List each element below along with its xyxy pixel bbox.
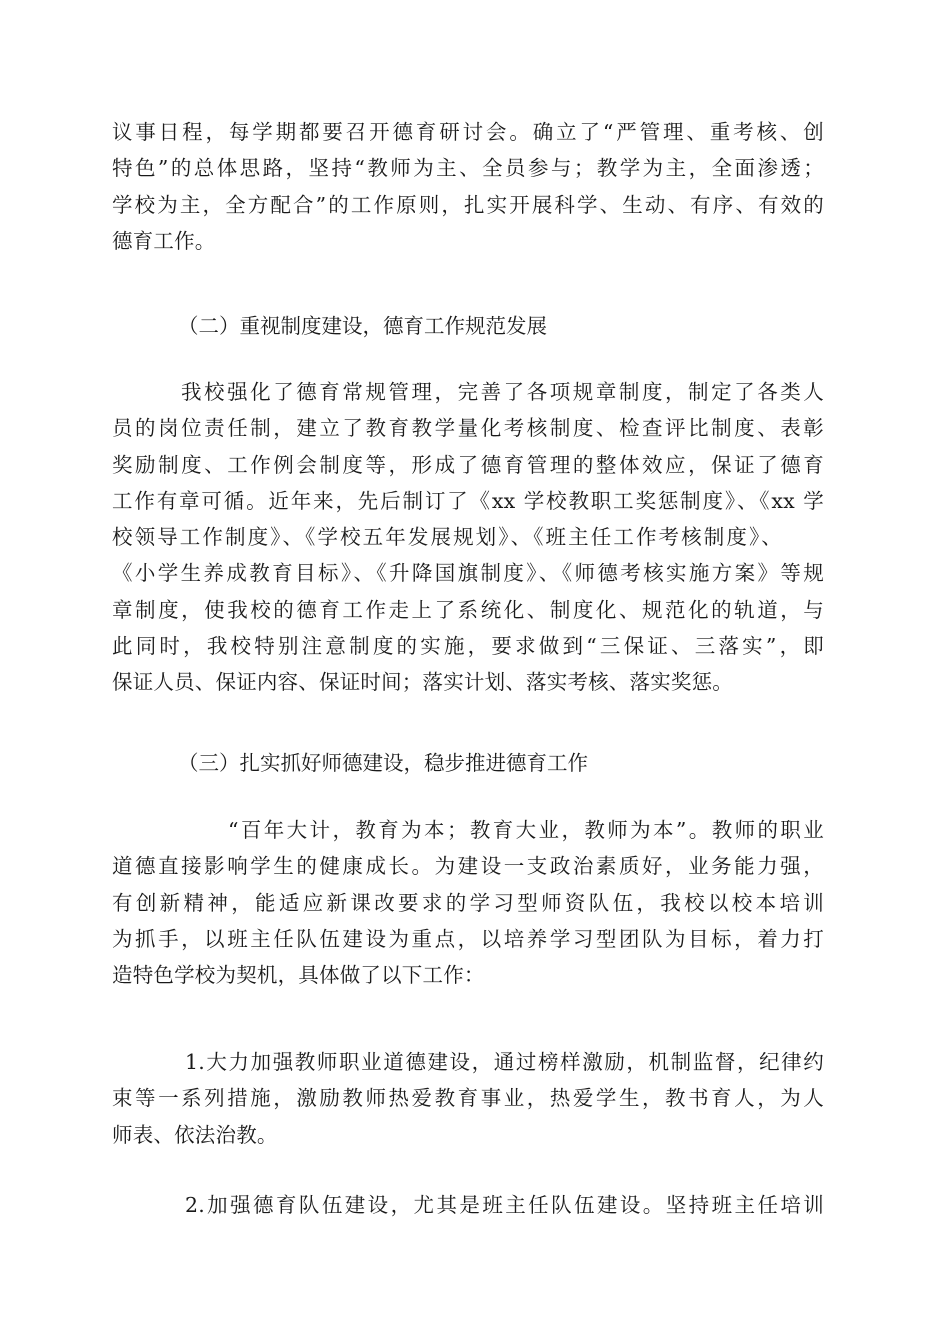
paragraph-4-line: 1.大力加强教师职业道德建设，通过榜样激励，机制监督，纪律约 [185,1050,824,1074]
paragraph-5-line: 2.加强德育队伍建设，尤其是班主任队伍建设。坚持班主任培训 [185,1193,824,1217]
paragraph-3-line: 造特色学校为契机，具体做了以下工作： [112,963,485,988]
paragraph-4-line: 束等一系列措施，激励教师热爱教育事业，热爱学生，教书育人，为人 [112,1086,824,1111]
paragraph-1-line: 学校为主，全方配合”的工作原则，扎实开展科学、生动、有序、有效的 [112,192,824,217]
section-heading-2: （二）重视制度建设，德育工作规范发展 [178,314,547,338]
paragraph-2 [112,374,824,701]
paragraph-3-line: 道德直接影响学生的健康成长。为建设一支政治素质好，业务能力强， [112,854,824,879]
paragraph-2-line: 我校强化了德育常规管理，完善了各项规章制度，制定了各类人 [181,380,824,404]
paragraph-3 [112,812,824,993]
paragraph-2-line: 保证人员、保证内容、保证时间；落实计划、落实考核、落实奖惩。 [112,670,733,695]
paragraph-1-line: 特色”的总体思路，坚持“教师为主、全员参与；教学为主，全面渗透； [112,156,824,181]
paragraph-2-line: 此同时，我校特别注意制度的实施，要求做到“三保证、三落实”，即 [112,634,824,659]
paragraph-5 [112,1187,824,1223]
section-heading-3: （三）扎实抓好师德建设，稳步推进德育工作 [178,751,588,775]
paragraph-1-line: 德育工作。 [112,228,216,253]
paragraph-2-line: 奖励制度、工作例会制度等，形成了德育管理的整体效应，保证了德育 [112,452,824,477]
paragraph-4 [112,1044,824,1153]
paragraph-2-line: 《小学生养成教育目标》、《升降国旗制度》、《师德考核实施方案》等规 [112,561,824,586]
paragraph-3-line: 有创新精神，能适应新课改要求的学习型师资队伍，我校以校本培训 [112,890,824,915]
paragraph-3-line: “百年大计，教育为本；教育大业，教师为本”。教师的职业 [228,818,824,842]
paragraph-4-line: 师表、依法治教。 [112,1122,278,1147]
paragraph-2-line: 工作有章可循。近年来，先后制订了《xx 学校教职工奖惩制度》、《xx 学 [112,488,824,513]
paragraph-2-line: 章制度，使我校的德育工作走上了系统化、制度化、规范化的轨道，与 [112,597,824,622]
paragraph-2-line: 校领导工作制度》、《学校五年发展规划》、《班主任工作考核制度》、 [112,525,782,550]
paragraph-1-line: 议事日程，每学期都要召开德育研讨会。确立了“严管理、重考核、创 [112,120,824,144]
paragraph-1 [112,114,824,259]
paragraph-3-line: 为抓手，以班主任队伍建设为重点，以培养学习型团队为目标，着力打 [112,926,824,951]
paragraph-2-line: 员的岗位责任制，建立了教育教学量化考核制度、检查评比制度、表彰 [112,416,824,441]
